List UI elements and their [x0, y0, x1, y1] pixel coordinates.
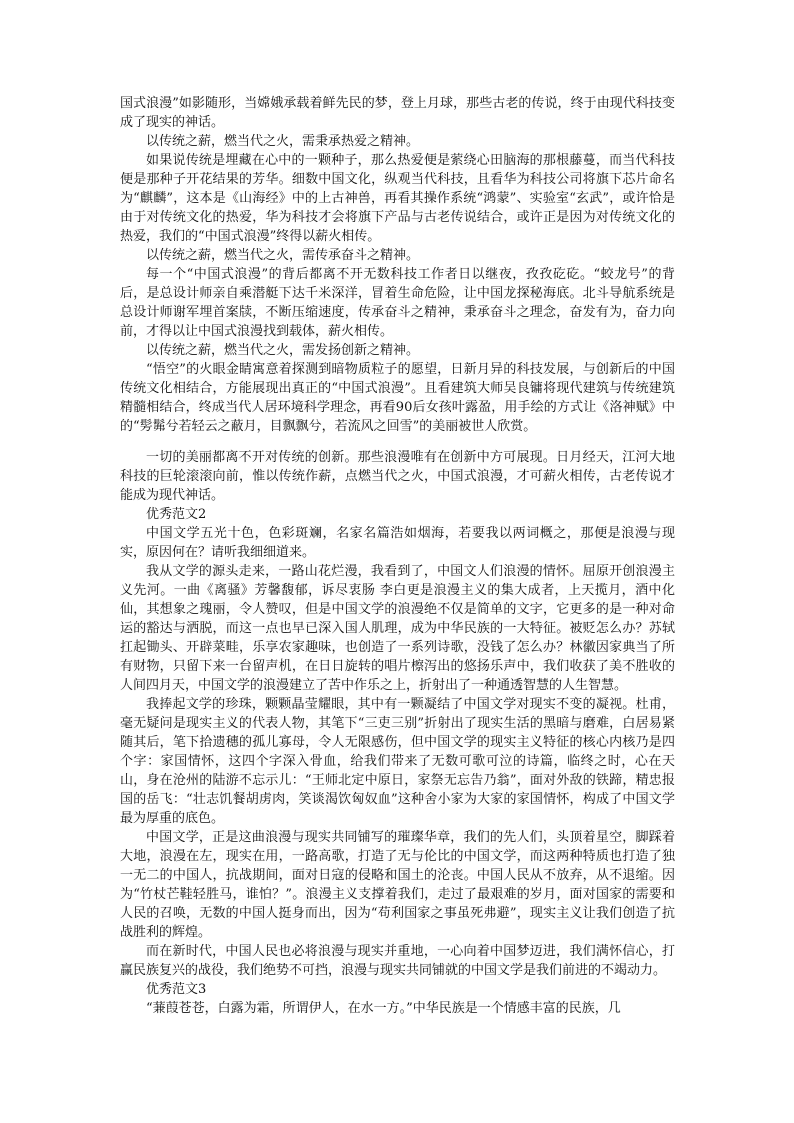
essay-2-conclusion: 而在新时代，中国人民也必将浪漫与现实并重地，一心向着中国梦迈进，我们满怀信心，打赢民族复兴的战役，我们绝势不可挡，浪漫与现实共同铺就的中国文学是我们前进的不竭动力。 — [120, 944, 675, 978]
essay-3-opening: “蒹葭苍苍，白露为霜，所谓伊人，在水一方。”中华民族是一个情感丰富的民族，几 — [146, 1001, 621, 1016]
paragraph-innovation: “悟空”的火眼金睛寓意着探测到暗物质粒子的愿望，日新月异的科技发展，与创新后的中国传统文化相结合，方能展现出真正的“中国式浪漫”。且看建筑大师吴良镛将现代建筑与传统建筑精髓相结合，终成当代人居环境科学理念，再看90后女孩叶露盈，用手绘的方式让《洛神赋》中的“髣髴兮若轻云之蔽月，目飘飘兮，若流风之回雪”的美丽被世人欣赏。 — [120, 362, 675, 434]
paragraph-intro-continuation: 国式浪漫”如影随形，当嫦娥承载着鲜先民的梦，登上月球，那些古老的传说，终于由现代科技变成了现实的神话。 — [120, 96, 675, 130]
paragraph-struggle: 每一个“中国式浪漫”的背后都离不开无数科技工作者日以继夜，孜孜矻矻。“蛟龙号”的背后，是总设计师亲自乘潜艇下达千米深洋，冒着生命危险，让中国龙探秘海底。北斗导航系统是总设计师谢军埋首案牍，不断压缩速度，传承奋斗之精神，秉承奋斗之理念，奋发有为，奋力向前，才得以让中国式浪漫找到载体，薪火相传。 — [120, 267, 675, 339]
essay-2-title: 优秀范文2 — [146, 507, 207, 522]
heading-love-spirit: 以传统之薪，燃当代之火，需秉承热爱之精神。 — [146, 134, 420, 149]
essay-3-title: 优秀范文3 — [146, 982, 207, 997]
paragraph-love: 如果说传统是埋藏在心中的一颗种子，那么热爱便是萦绕心田脑海的那根藤蔓，而当代科技便是那种子开花结果的芳华。细数中国文化，纵观当代科技，且看华为科技公司将旗下芯片命名为“麒麟”，这本是《山海经》中的上古神兽，再看其操作系统“鸿蒙”、实验室“玄武”，或许恰是由于对传统文化的热爱，华为科技才会将旗下产品与古老传说结合，或许正是因为对传统文化的热爱，我们的“中国式浪漫”终得以薪火相传。 — [120, 153, 675, 244]
heading-struggle-spirit: 以传统之薪，燃当代之火，需传承奋斗之精神。 — [146, 248, 420, 263]
essay-2-intro: 中国文学五光十色，色彩斑斓，名家名篇浩如烟海，若要我以两词概之，那便是浪漫与现实，原因何在？请听我细细道来。 — [120, 526, 675, 560]
paragraph-conclusion: 一切的美丽都离不开对传统的创新。那些浪漫唯有在创新中方可展现。日月经天，江河大地科技的巨轮滚滚向前，惟以传统作薪，点燃当代之火，中国式浪漫，才可薪火相传，古老传说才能成为现代神话。 — [120, 450, 675, 503]
heading-innovation-spirit: 以传统之薪，燃当代之火，需发扬创新之精神。 — [146, 343, 420, 358]
document-body — [120, 94, 675, 1018]
essay-2-romance: 我从文学的源头走来，一路山花烂漫，我看到了，中国文人们浪漫的情怀。屈原开创浪漫主义先河。一曲《离骚》芳馨馥郁，诉尽衷肠 李白更是浪漫主义的集大成者，上天揽月，酒中化仙，其想象之瑰丽，令人赞叹，但是中国文学的浪漫绝不仅是简单的文字，它更多的是一种对命运的豁达与洒脱，而这一点也早已深入国人肌理，成为中华民族的一大特征。被贬怎么办？苏轼扛起锄头、开辟菜畦，乐享农家趣味，也创造了一系列诗歌，没钱了怎么办？林徽因家典当了所有财物，只留下来一台留声机，在日日旋转的唱片檫泻出的悠扬乐声中，我们收获了美不胜收的人间四月天，中国文学的浪漫建立了苦中作乐之上，折射出了一种通透智慧的人生智慧。 — [120, 564, 675, 693]
essay-2-realism: 我捧起文学的珍珠，颗颗晶莹耀眼，其中有一颗凝结了中国文学对现实不变的凝视。杜甫，毫无疑问是现实主义的代表人物，其笔下“三吏三别”折射出了现实生活的黑暗与磨难，白居易紧随其后，笔下拾遗穗的孤儿寡母，令人无限感伤，但中国文学的现实主义特征的核心内核乃是四个字：家国情怀，这四个字深入骨血，给我们带来了无数可歌可泣的诗篇，临终之时，心在天山，身在沧州的陆游不忘示儿：“王师北定中原日，家祭无忘告乃翁”，面对外敌的铁蹄，精忠报国的岳飞：“壮志饥餐胡虏肉，笑谈渴饮匈奴血”这种舍小家为大家的家国情怀，构成了中国文学最为厚重的底色。 — [120, 697, 675, 826]
essay-2-synthesis: 中国文学，正是这曲浪漫与现实共同铺写的璀璨华章，我们的先人们，头顶着星空，脚踩着大地，浪漫在左，现实在用，一路高歌，打造了无与伦比的中国文学，而这两种特质也打造了独一无二的中国人，抗战期间，面对日寇的侵略和国土的沦丧。中国人民从不放弃，从不退缩。因为“竹杖芒鞋轻胜马，谁怕？”。浪漫主义支撑着我们，走过了最艰难的岁月，面对国家的需要和人民的召唤，无数的中国人挺身而出，因为“苟利国家之事虽死弗避”，现实主义让我们创造了抗战胜利的辉煌。 — [120, 830, 675, 940]
